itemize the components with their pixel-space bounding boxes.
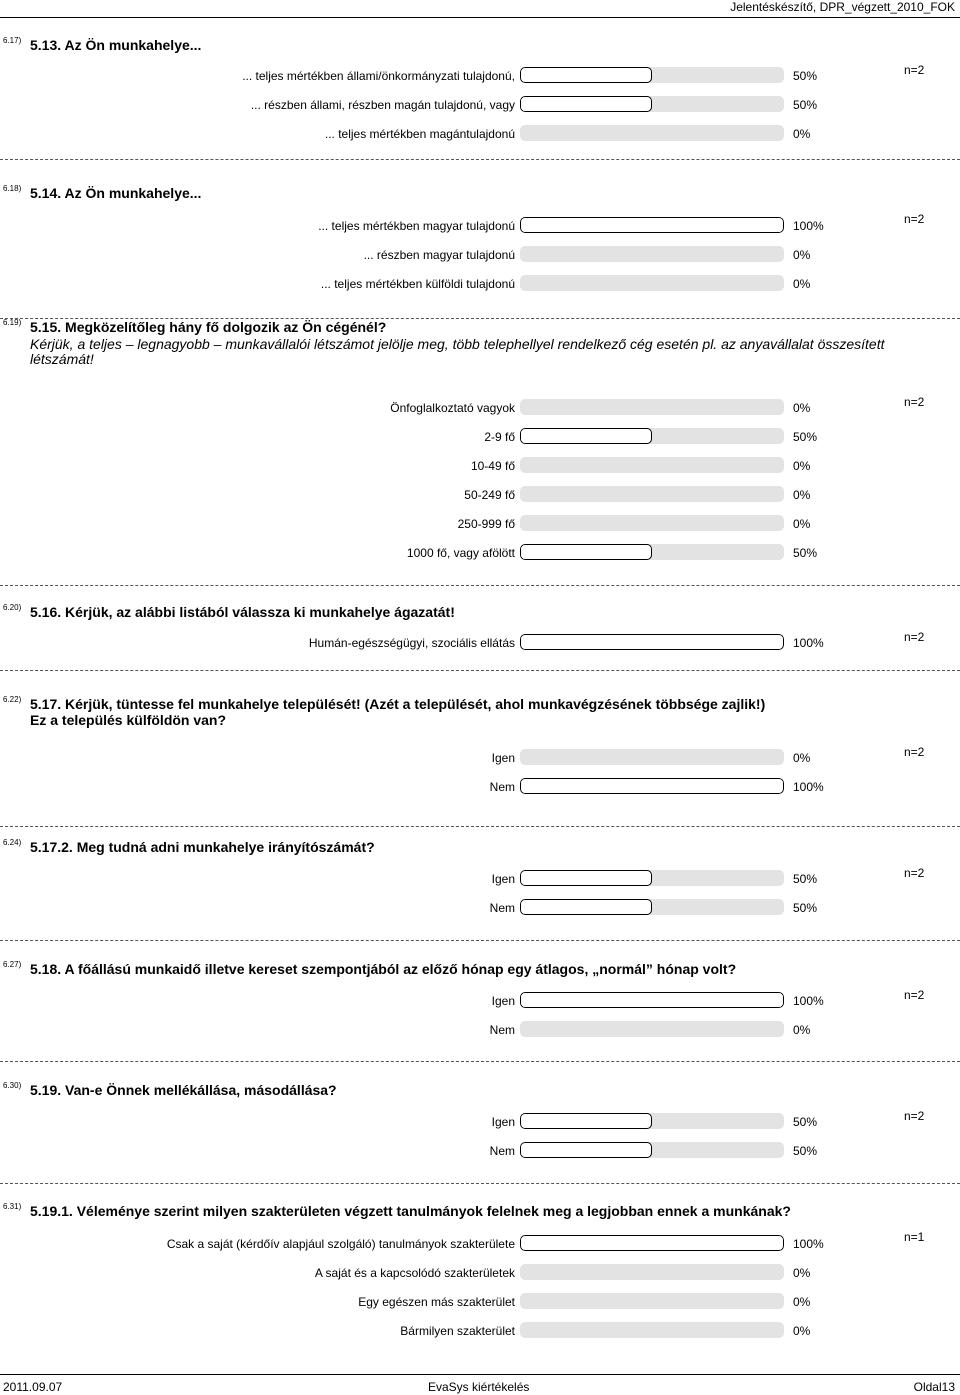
answer-row <box>0 96 960 116</box>
percent-bar-fill <box>520 544 652 560</box>
answer-row <box>0 457 960 477</box>
percent-bar <box>520 1235 784 1251</box>
answer-label: A saját és a kapcsolódó szakterületek <box>314 1266 515 1280</box>
footer-divider <box>0 1374 960 1375</box>
footer-page: Oldal13 <box>913 1380 955 1394</box>
answer-label: Nem <box>489 1144 515 1158</box>
percent-bar <box>520 1113 784 1129</box>
section-divider <box>0 670 960 671</box>
answer-label: ... teljes mértékben külföldi tulajdonú <box>320 277 515 291</box>
percent-value: 0% <box>793 459 811 473</box>
answer-row <box>0 428 960 448</box>
percent-value: 0% <box>793 751 811 765</box>
percent-value: 0% <box>793 248 811 262</box>
answer-row <box>0 1322 960 1342</box>
answer-label: Igen <box>491 994 515 1008</box>
question-title: 5.17. Kérjük, tüntesse fel munkahelye települését! (Azét a települését, ahol munkavégzésének többsége zajlik!) <box>30 696 766 712</box>
percent-bar <box>520 1322 784 1338</box>
answer-label: Önfoglalkoztató vagyok <box>390 401 515 415</box>
header-divider <box>0 17 960 18</box>
response-count: n=2 <box>904 745 925 759</box>
percent-bar-fill <box>520 778 784 794</box>
percent-bar <box>520 1142 784 1158</box>
percent-bar-fill <box>520 992 784 1008</box>
answer-label: Igen <box>491 1115 515 1129</box>
percent-value: 50% <box>793 430 818 444</box>
percent-value: 0% <box>793 1295 811 1309</box>
answer-row <box>0 634 960 654</box>
answer-row <box>0 486 960 506</box>
percent-value: 100% <box>793 219 824 233</box>
answer-label: Nem <box>489 780 515 794</box>
answer-row <box>0 1264 960 1284</box>
answer-row <box>0 870 960 890</box>
percent-value: 100% <box>793 1237 824 1251</box>
answer-label: ... részben magyar tulajdonú <box>363 248 515 262</box>
question-instruction: Kérjük, a teljes – legnagyobb – munkavállalói létszámot jelölje meg, több telephellyel rendelkező cég esetén pl. az anyavállalat összesített létszámát! <box>30 336 885 367</box>
answer-label: 1000 fő, vagy afölött <box>406 546 515 560</box>
answer-row <box>0 992 960 1012</box>
percent-value: 0% <box>793 1023 811 1037</box>
percent-value: 50% <box>793 872 818 886</box>
response-count: n=1 <box>904 1230 925 1244</box>
response-count: n=2 <box>904 988 925 1002</box>
question-title: 5.16. Kérjük, az alábbi listából válassza ki munkahelye ágazatát! <box>30 604 455 620</box>
percent-bar <box>520 634 784 650</box>
answer-row <box>0 1142 960 1162</box>
percent-bar <box>520 515 784 531</box>
answer-row <box>0 1021 960 1041</box>
question-title: 5.19. Van-e Önnek mellékállása, másodállása? <box>30 1082 337 1098</box>
answer-label: ... teljes mértékben magyar tulajdonú <box>318 219 515 233</box>
section-divider <box>0 1061 960 1062</box>
percent-bar-fill <box>520 217 784 233</box>
percent-value: 0% <box>793 488 811 502</box>
percent-value: 100% <box>793 994 824 1008</box>
answer-row <box>0 217 960 237</box>
percent-value: 0% <box>793 517 811 531</box>
section-divider <box>0 940 960 941</box>
percent-value: 50% <box>793 1115 818 1129</box>
percent-bar-fill <box>520 1235 784 1251</box>
response-count: n=2 <box>904 212 925 226</box>
answer-row <box>0 67 960 87</box>
percent-value: 0% <box>793 1266 811 1280</box>
answer-label: ... teljes mértékben állami/önkormányzati tulajdonú, <box>242 69 515 83</box>
percent-bar-fill <box>520 67 652 83</box>
section-divider <box>0 585 960 586</box>
percent-value: 50% <box>793 901 818 915</box>
question-title: 5.13. Az Ön munkahelye... <box>30 37 202 53</box>
percent-bar <box>520 67 784 83</box>
question-number: 6.27) <box>3 960 22 969</box>
percent-value: 0% <box>793 277 811 291</box>
answer-label: Humán-egészségügyi, szociális ellátás <box>308 636 515 650</box>
percent-bar <box>520 870 784 886</box>
percent-value: 100% <box>793 636 824 650</box>
question-title: 5.17.2. Meg tudná adni munkahelye irányítószámát? <box>30 839 375 855</box>
section-divider <box>0 826 960 827</box>
percent-bar <box>520 399 784 415</box>
question-title: 5.19.1. Véleménye szerint milyen szakterületen végzett tanulmányok felelnek meg a legjobban ennek a munkának? <box>30 1203 791 1219</box>
answer-row <box>0 399 960 419</box>
percent-bar <box>520 246 784 262</box>
percent-bar-fill <box>520 634 784 650</box>
question-number: 6.18) <box>3 184 22 193</box>
question-title: 5.15. Megközelítőleg hány fő dolgozik az Ön cégénél? <box>30 319 387 335</box>
answer-label: Nem <box>489 1023 515 1037</box>
answer-row <box>0 899 960 919</box>
percent-bar <box>520 899 784 915</box>
percent-value: 100% <box>793 780 824 794</box>
answer-row <box>0 1235 960 1255</box>
percent-bar <box>520 217 784 233</box>
percent-bar-fill <box>520 899 652 915</box>
response-count: n=2 <box>904 1109 925 1123</box>
question-number: 6.30) <box>3 1081 22 1090</box>
answer-row <box>0 1113 960 1133</box>
question-number: 6.20) <box>3 603 22 612</box>
percent-bar <box>520 486 784 502</box>
percent-bar <box>520 275 784 291</box>
percent-value: 0% <box>793 1324 811 1338</box>
percent-bar <box>520 778 784 794</box>
answer-label: 10-49 fő <box>470 459 515 473</box>
percent-bar-fill <box>520 1113 652 1129</box>
answer-label: Nem <box>489 901 515 915</box>
question-number: 6.24) <box>3 838 22 847</box>
percent-bar-fill <box>520 1142 652 1158</box>
answer-label: ... teljes mértékben magántulajdonú <box>324 127 515 141</box>
answer-row <box>0 125 960 145</box>
percent-bar <box>520 992 784 1008</box>
question-number: 6.22) <box>3 695 22 704</box>
answer-label: Egy egészen más szakterület <box>358 1295 515 1309</box>
response-count: n=2 <box>904 866 925 880</box>
answer-row <box>0 749 960 769</box>
percent-value: 0% <box>793 127 811 141</box>
percent-bar <box>520 1021 784 1037</box>
percent-bar <box>520 749 784 765</box>
percent-bar <box>520 1264 784 1280</box>
percent-bar <box>520 96 784 112</box>
answer-label: ... részben állami, részben magán tulajdonú, vagy <box>250 98 515 112</box>
answer-label: Bármilyen szakterület <box>400 1324 515 1338</box>
answer-label: Igen <box>491 751 515 765</box>
answer-label: Csak a saját (kérdőív alapjául szolgáló) tanulmányok szakterülete <box>166 1237 515 1251</box>
percent-bar <box>520 1293 784 1309</box>
answer-row <box>0 515 960 535</box>
question-title: 5.14. Az Ön munkahelye... <box>30 185 202 201</box>
section-divider <box>0 159 960 160</box>
percent-bar-fill <box>520 96 652 112</box>
question-number: 6.19) <box>3 318 22 327</box>
footer-center: EvaSys kiértékelés <box>428 1380 530 1394</box>
answer-row <box>0 246 960 266</box>
question-number: 6.31) <box>3 1202 22 1211</box>
percent-bar <box>520 125 784 141</box>
percent-value: 50% <box>793 1144 818 1158</box>
percent-value: 50% <box>793 98 818 112</box>
question-title-line2: Ez a település külföldön van? <box>30 712 227 728</box>
question-number: 6.17) <box>3 36 22 45</box>
answer-row <box>0 1293 960 1313</box>
response-count: n=2 <box>904 395 925 409</box>
answer-row <box>0 544 960 564</box>
percent-bar <box>520 544 784 560</box>
answer-label: Igen <box>491 872 515 886</box>
report-header-title: Jelentéskészítő, DPR_végzett_2010_FOK <box>730 0 955 14</box>
answer-label: 2-9 fő <box>484 430 515 444</box>
section-divider <box>0 1183 960 1184</box>
percent-bar-fill <box>520 870 652 886</box>
percent-value: 50% <box>793 69 818 83</box>
footer-date: 2011.09.07 <box>3 1380 63 1394</box>
question-title: 5.18. A főállású munkaidő illetve kereset szempontjából az előző hónap egy átlagos, „normál” hónap volt? <box>30 961 737 977</box>
percent-bar <box>520 457 784 473</box>
percent-bar-fill <box>520 428 652 444</box>
percent-value: 0% <box>793 401 811 415</box>
answer-label: 50-249 fő <box>464 488 515 502</box>
response-count: n=2 <box>904 630 925 644</box>
response-count: n=2 <box>904 63 925 77</box>
percent-bar <box>520 428 784 444</box>
answer-row <box>0 275 960 295</box>
percent-value: 50% <box>793 546 818 560</box>
answer-label: 250-999 fő <box>457 517 515 531</box>
answer-row <box>0 778 960 798</box>
